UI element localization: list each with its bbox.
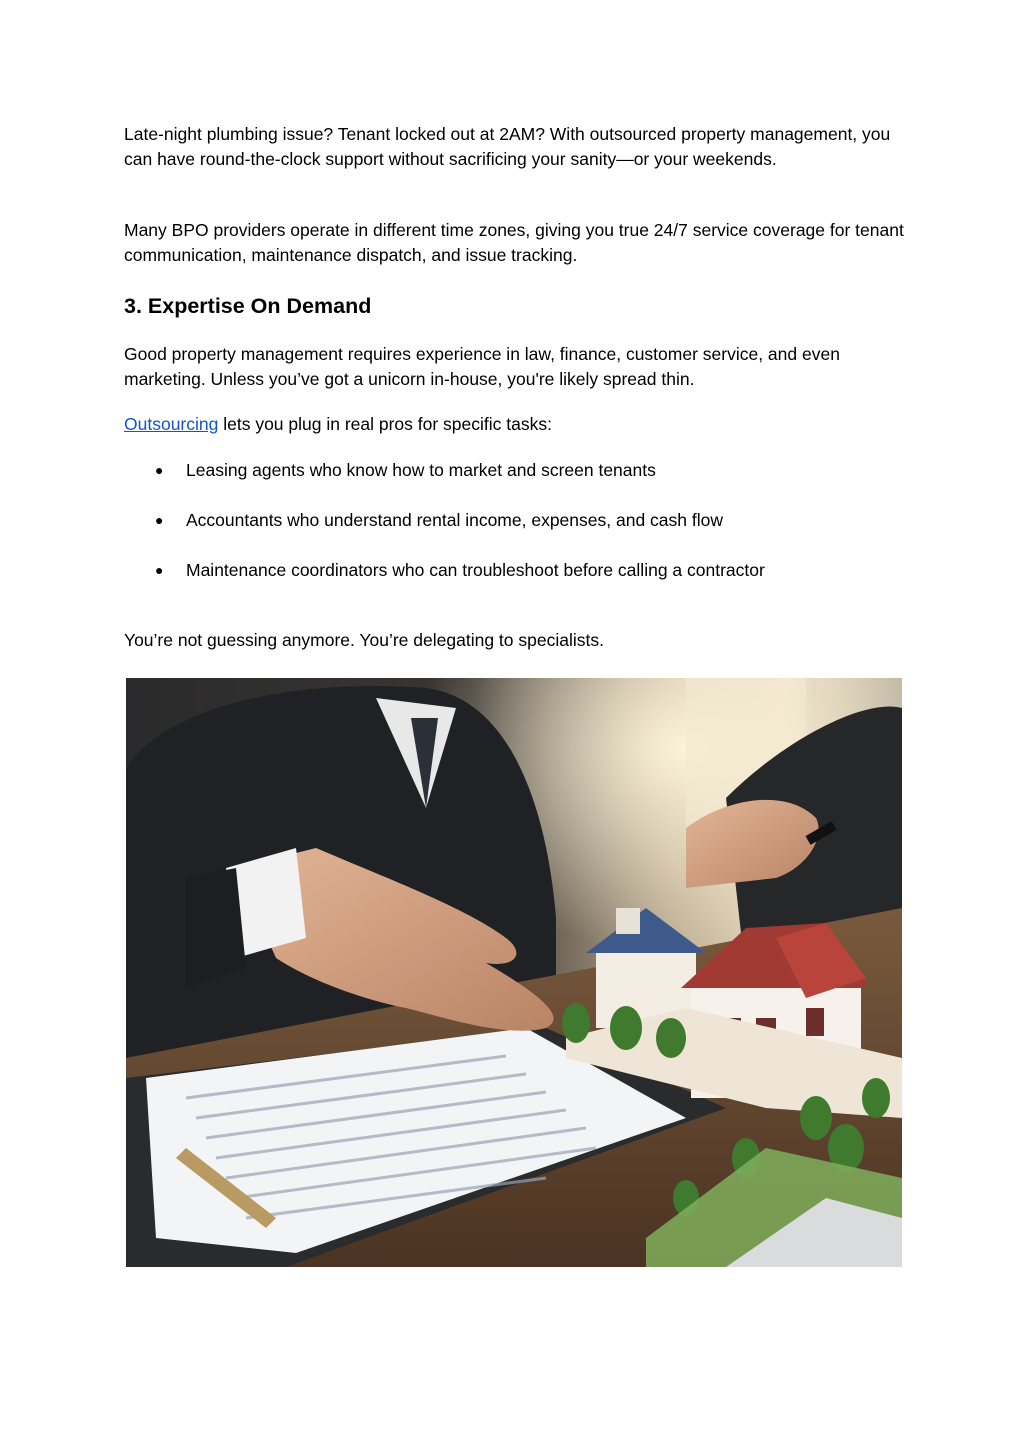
- list-item: [124, 508, 904, 558]
- list-item: [124, 558, 904, 608]
- paragraph-delegating: You’re not guessing anymore. You’re delegating to specialists.: [124, 630, 604, 650]
- list-item: [124, 458, 904, 508]
- paragraph-bpo-time-zones: Many BPO providers operate in different time zones, giving you true 24/7 service coverage for tenant communication, maintenance dispatch, and issue tracking.: [124, 220, 904, 265]
- paragraph-outsourcing-intro: [124, 412, 904, 437]
- list-item-text: Maintenance coordinators who can troubleshoot before calling a contractor: [186, 560, 765, 580]
- list-item-text: Leasing agents who know how to market and screen tenants: [186, 460, 656, 480]
- list-item-text: Accountants who understand rental income, expenses, and cash flow: [186, 510, 723, 530]
- outsourcing-link[interactable]: Outsourcing: [124, 414, 219, 434]
- property-meeting-photo: [126, 678, 902, 1267]
- paragraph-after-hours-support: Late-night plumbing issue? Tenant locked out at 2AM? With outsourced property management, you can have round-the-clock support without sacrificing your sanity—or your weekends.: [124, 124, 891, 169]
- bullet-icon: ●: [155, 462, 164, 478]
- specialist-list: [124, 458, 904, 608]
- outsourcing-intro-text: lets you plug in real pros for specific tasks:: [218, 414, 552, 434]
- bullet-icon: ●: [155, 562, 164, 578]
- section-heading: 3. Expertise On Demand: [124, 294, 372, 318]
- bullet-icon: ●: [155, 512, 164, 528]
- paragraph-expertise-required: Good property management requires experience in law, finance, customer service, and even marketing. Unless you’ve got a unicorn in-house, you're likely spread thin.: [124, 344, 840, 389]
